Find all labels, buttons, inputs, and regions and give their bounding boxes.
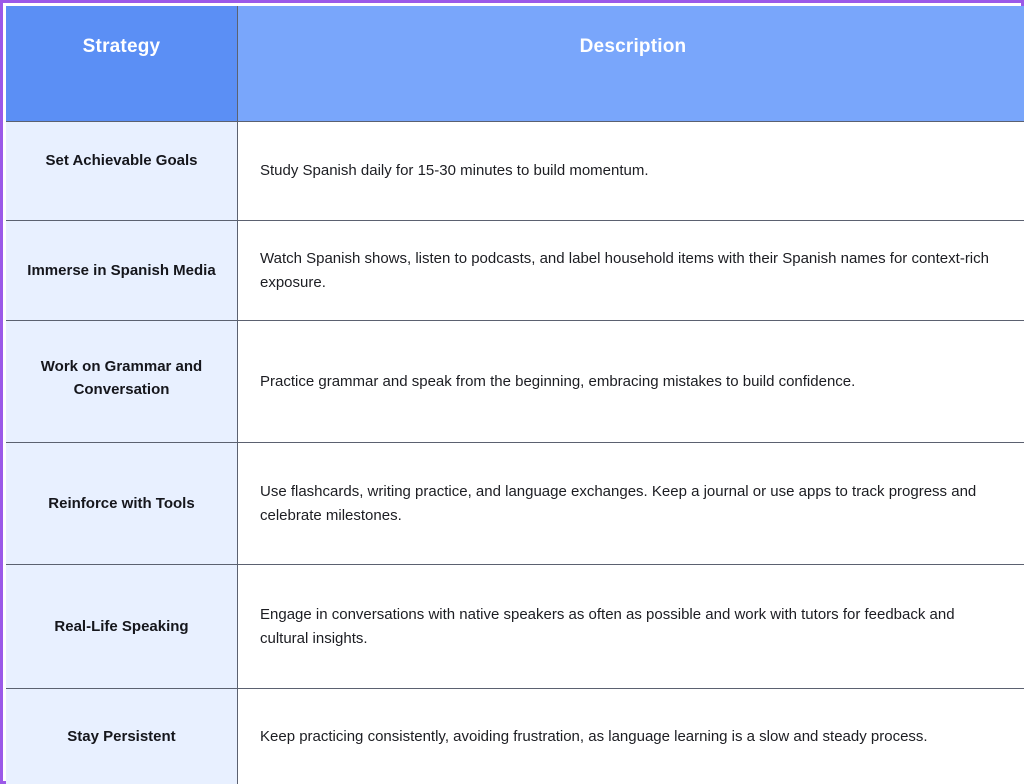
table-row bbox=[6, 122, 1024, 221]
header-strategy-label: Strategy bbox=[82, 36, 161, 57]
strategy-label: Work on Grammar and Conversation bbox=[40, 358, 203, 398]
description-cell bbox=[238, 321, 1024, 442]
description-text: Use flashcards, writing practice, and language exchanges. Keep a journal or use apps to track progress and celebrate milestones. bbox=[260, 482, 977, 524]
table-header-row bbox=[6, 6, 1024, 122]
strategy-label: Stay Persistent bbox=[67, 728, 176, 745]
description-cell bbox=[238, 221, 1024, 320]
description-cell bbox=[238, 689, 1024, 784]
description-text: Watch Spanish shows, listen to podcasts, and label household items with their Spanish names for context-rich exposure. bbox=[260, 249, 989, 291]
strategy-label: Immerse in Spanish Media bbox=[27, 262, 216, 279]
description-cell bbox=[238, 122, 1024, 220]
header-description-label: Description bbox=[579, 36, 687, 57]
table-row bbox=[6, 689, 1024, 784]
strategy-cell bbox=[6, 221, 238, 320]
strategy-cell bbox=[6, 565, 238, 688]
description-text: Keep practicing consistently, avoiding frustration, as language learning is a slow and steady process. bbox=[260, 727, 928, 745]
table-row bbox=[6, 565, 1024, 689]
description-text: Study Spanish daily for 15-30 minutes to build momentum. bbox=[260, 162, 649, 179]
header-cell-strategy bbox=[6, 6, 238, 121]
header-cell-description bbox=[238, 6, 1024, 121]
description-text: Engage in conversations with native speakers as often as possible and work with tutors for feedback and cultural insights. bbox=[260, 605, 955, 647]
table-row bbox=[6, 443, 1024, 565]
strategy-label: Set Achievable Goals bbox=[45, 152, 198, 169]
strategy-cell bbox=[6, 122, 238, 220]
table-row bbox=[6, 321, 1024, 443]
description-text: Practice grammar and speak from the beginning, embracing mistakes to build confidence. bbox=[260, 372, 856, 390]
strategy-label: Real-Life Speaking bbox=[54, 618, 189, 635]
strategy-label: Reinforce with Tools bbox=[48, 495, 195, 512]
description-cell bbox=[238, 443, 1024, 564]
strategy-cell bbox=[6, 321, 238, 442]
table-body bbox=[6, 6, 1018, 778]
strategy-cell bbox=[6, 689, 238, 784]
description-cell bbox=[238, 565, 1024, 688]
strategy-cell bbox=[6, 443, 238, 564]
table-row bbox=[6, 221, 1024, 321]
